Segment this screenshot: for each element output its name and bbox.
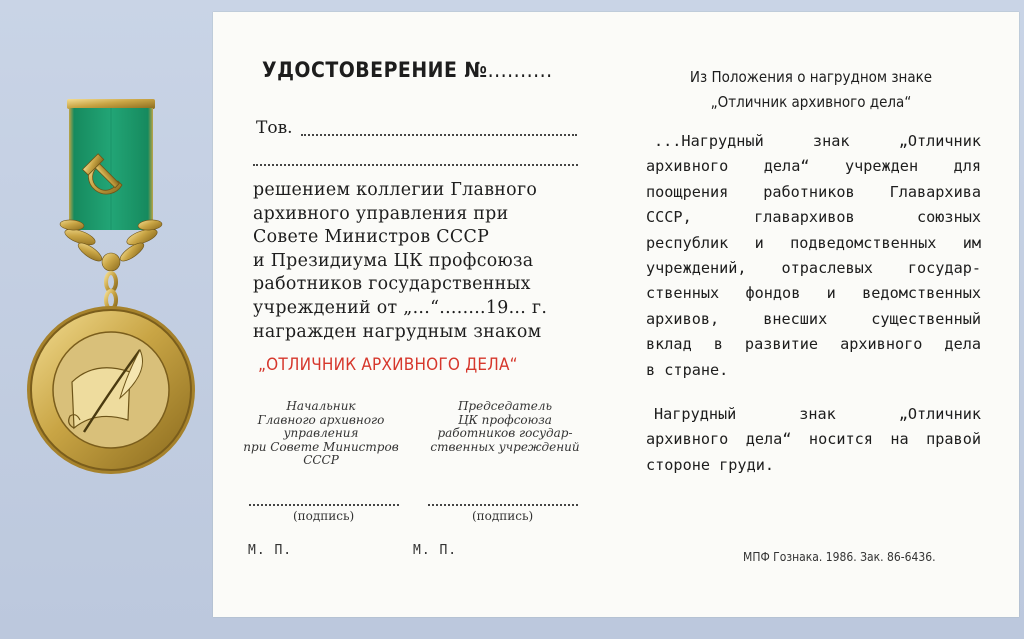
printing-imprint: МПФ Гознака. 1986. Зак. 86-6436.	[743, 550, 936, 564]
regulation-line: вклад в развитие архивного дела	[646, 335, 981, 354]
regulation-line: учреждений, отраслевых государ-	[646, 259, 981, 278]
signature-caption-left: (подпись)	[293, 509, 355, 523]
certificate-card	[213, 12, 1019, 617]
regulation-line: ...Нагрудный знак „Отличник	[654, 132, 981, 150]
regulation-paragraph-1	[646, 129, 981, 383]
decision-text	[253, 179, 547, 344]
regulation-line: республик и подведомственных им	[646, 233, 981, 252]
regulation-line: архивного дела“ учрежден для	[646, 157, 981, 176]
signatory-line: ЦК профсоюза	[458, 412, 552, 427]
decision-line: Совете Министров СССР	[253, 227, 490, 248]
certificate-title: УДОСТОВЕРЕНИЕ №..........	[262, 58, 553, 82]
signatory-line: СССР	[303, 453, 339, 467]
decision-line: награжден нагрудным знаком	[253, 321, 542, 342]
ribbon-top-bar	[67, 99, 155, 109]
decision-line: решением коллегии Главного	[253, 180, 538, 200]
signatory-line: управления	[283, 426, 359, 440]
signature-caption-right: (подпись)	[472, 509, 534, 523]
award-name: „ОТЛИЧНИК АРХИВНОГО ДЕЛА“	[258, 355, 518, 375]
regulation-line: поощрения работников Главархива	[646, 182, 981, 201]
medal-disc	[0, 0, 195, 474]
signatory-line: при Совете Министров	[243, 439, 399, 454]
name-fill-line-2	[253, 164, 578, 166]
decision-line: и Президиума ЦК профсоюза	[253, 250, 534, 271]
signature-line-left	[249, 504, 399, 506]
regulation-line: архивов, внесших существенный	[646, 309, 981, 328]
regulation-line: СССР, главархивов союзных	[646, 208, 981, 227]
decision-line: архивного управления при	[253, 203, 509, 224]
signatory-line: Председатель	[457, 399, 553, 413]
decision-line: учреждений от „...“........19... г.	[253, 297, 548, 318]
tov-label: Тов.	[256, 118, 293, 138]
stamp-place-left: М. П.	[248, 543, 293, 558]
regulation-line: стороне груди.	[646, 455, 775, 474]
stamp-place-right: М. П.	[413, 543, 458, 558]
regulation-line: в стране.	[646, 360, 729, 379]
regulation-title-line: Из Положения о нагрудном знаке	[689, 68, 933, 86]
signatory-line: Главного архивного	[257, 412, 385, 427]
name-fill-line-1	[301, 134, 577, 136]
regulation-line: ственных фондов и ведомственных	[646, 284, 981, 303]
signatory-line: Начальник	[286, 399, 356, 413]
decision-line: работников государственных	[253, 274, 531, 295]
chain-links	[106, 273, 116, 309]
signatory-right	[425, 400, 585, 454]
regulation-title-line: „Отличник архивного дела“	[710, 93, 912, 111]
regulation-title	[631, 65, 991, 115]
signature-line-right	[428, 504, 578, 506]
signatory-left	[241, 400, 401, 468]
signatory-line: работников государ-	[437, 426, 573, 440]
signatory-line: ственных учреждений	[430, 439, 580, 454]
regulation-line: Нагрудный знак „Отличник	[654, 405, 981, 423]
regulation-line: архивного дела“ носится на правой	[646, 430, 981, 449]
regulation-paragraph-2	[646, 402, 981, 478]
archive-medal	[0, 0, 215, 639]
